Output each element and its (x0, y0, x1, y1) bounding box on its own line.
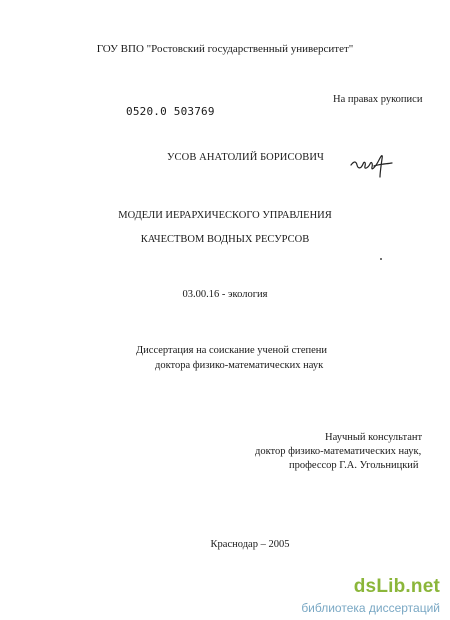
advisor-name: профессор Г.А. Угольницкий (289, 460, 419, 471)
speciality-code: 03.00.16 - экология (182, 289, 268, 300)
author-signature (348, 149, 394, 179)
watermark (282, 572, 450, 620)
degree-line-1: Диссертация на соискание ученой степени (136, 345, 328, 356)
author-name: УСОВ АНАТОЛИЙ БОРИСОВИЧ (167, 152, 324, 163)
scan-speck (380, 258, 382, 260)
dissertation-title-line-2: КАЧЕСТВОМ ВОДНЫХ РЕСУРСОВ (140, 234, 310, 245)
rights-note: На правах рукописи (333, 94, 423, 105)
watermark-logo: dsLib.net (353, 576, 440, 597)
watermark-subtitle: библиотека диссертаций (301, 601, 440, 615)
degree-line-2: доктора физико-математических наук (155, 360, 324, 371)
city-year: Краснодар – 2005 (210, 539, 290, 550)
advisor-label: Научный консультант (325, 432, 423, 443)
advisor-degree: доктор физико-математических наук, (255, 446, 422, 457)
institution-name: ГОУ ВПО "Ростовский государственный университет" (96, 43, 354, 55)
catalog-code: 0520.0 503769 (126, 105, 215, 118)
dissertation-title-line-1: МОДЕЛИ ИЕРАРХИЧЕСКОГО УПРАВЛЕНИЯ (118, 210, 332, 221)
